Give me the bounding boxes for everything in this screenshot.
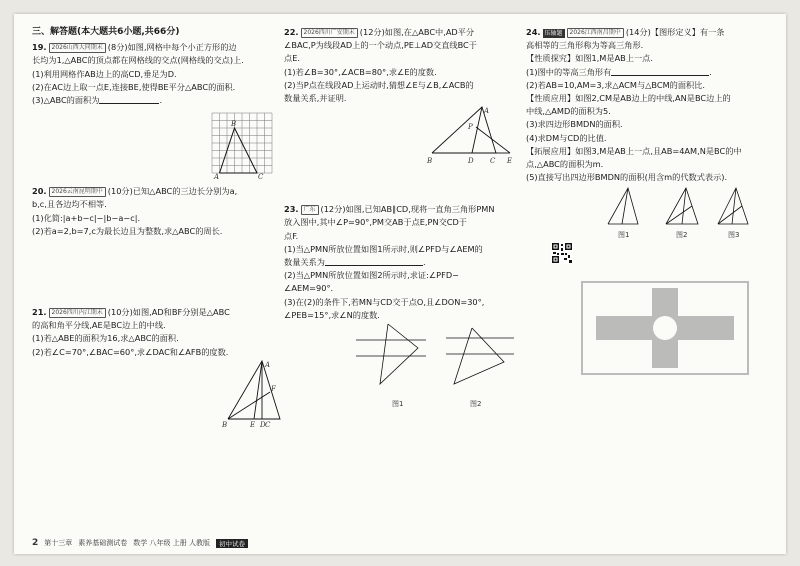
question-part: (2)当P点在线段AD上运动时,猜想∠E与∠B,∠ACB的 (284, 79, 474, 90)
question-part: (2)在AC边上取一点E,连接BE,使得BE平分△ABC的面积. (32, 81, 236, 92)
question-23: 23. 广东 (12分)如图,已知AB∥CD,现将一直角三角形PMN 放入图中,其中∠P=90°,PM交AB于点E,PN交CD于 点F. (1)当△PMN所放位置如图1所示时,则∠PFD与∠AEM的 数量关系为 . (2)当△PMN所放位置如图2所示时,求证:∠PFD− ∠AEM=90°. (3)在(2)的条件下,若MN与CD交于点O,且∠DON=30°, ∠PEB=15°,求∠N的度数. 图1 图2 (284, 203, 516, 412)
answer-space (32, 240, 268, 306)
question-part: 数量关系为 (284, 257, 325, 268)
question-part: ∠PEB=15°,求∠N的度数. (284, 309, 380, 320)
chapter-label: 第十三章 (44, 539, 73, 547)
point-label: D (260, 420, 266, 429)
answer-blank[interactable] (611, 67, 709, 76)
question-21 (32, 306, 276, 429)
question-text: (14分)【图形定义】有一条 (625, 27, 725, 37)
question-part: (5)直接写出四边形BMDN的面积(用含m的代数式表示). (526, 172, 728, 183)
question-20 (32, 185, 268, 238)
triangle-figure (32, 359, 276, 429)
question-text: 点,△ABC的面积为m. (526, 159, 604, 170)
question-text: 【拓展应用】如图3,M是AB上一点,且AB=4AM,N是BC的中 (526, 145, 742, 156)
point-label: B (222, 420, 228, 429)
question-part: (2)若a=2,b=7,c为最长边且为整数,求△ABC的周长. (32, 225, 223, 236)
answer-blank[interactable] (99, 95, 159, 104)
question-part: (2)若AB=10,AM=3,求△ACM与△BCM的面积比. (526, 79, 706, 90)
page-footer (32, 538, 248, 548)
answer-space (284, 169, 516, 203)
point-label: A (214, 173, 220, 182)
point-label: E (507, 157, 513, 166)
question-part: (1)若△ABE的面积为16,求△ABC的面积. (32, 333, 179, 344)
question-19: 19. 2026山西大同期末 (8分)如图,网格中每个小正方形的边 长均为1,△ABC的顶点都在网格线的交点(网格线的交点)上. (1)利用网格作AB边上的高CD,垂足为D. (2)在AC边上取一点E,连接BE,使得BE平分△ABC的面积. (3)△ABC的面积为 . A B C (32, 41, 268, 183)
page-number: 2 (32, 538, 39, 548)
question-part: (1)若∠B=30°,∠ACB=80°,求∠E的度数. (284, 66, 437, 77)
figure-caption: 图2 (470, 400, 482, 409)
question-text: 的高和角平分线,AE是BC边上的中线. (32, 320, 166, 331)
question-24: 24. 压轴题 2026江西南昌期中 (14分)【图形定义】有一条 高相等的三角形称为等高三角形. 【性质探究】如图1,M是AB上一点. (1)图中的等高三角形有 . (2)若AB=10,AM=3,求△ACM与△BCM的面积比. 【性质应用】如图2,CM是AB边上的中线,AN是BC边上的 中线,△AMD的面积为5. (3)求四边形BMDN的面积. (4)求DM与CD的比值. 【拓展应用】如图3,M是AB上一点,且AB=4AM,N是BC的中 点,△ABC的面积为m. (5)直接写出四边形BMDN的面积(用含m的代数式表示). 图1 图2 图3 (526, 26, 772, 240)
figure-caption: 图2 (676, 231, 688, 240)
question-text: 点F. (284, 230, 299, 241)
question-part: (2)当△PMN所放位置如图2所示时,求证:∠PFD− (284, 270, 459, 281)
question-text: (12分)如图,在△ABC中,AD平分 (359, 27, 475, 37)
point-label: C (258, 173, 264, 182)
question-text: 放入图中,其中∠P=90°,PM交AB于点E,PN交CD于 (284, 217, 467, 228)
question-text: (10分)已知△ABC的三边长分别为a, (107, 186, 238, 197)
question-part: (1)图中的等高三角形有 (526, 66, 612, 77)
column-right (526, 26, 772, 242)
question-text: 【性质应用】如图2,CM是AB边上的中线,AN是BC边上的 (526, 93, 731, 104)
triangles-figure (526, 184, 772, 240)
question-part: (4)求DM与CD的比值. (526, 132, 607, 143)
question-part: (1)化简:|a+b−c|−|b−a−c|. (32, 212, 141, 223)
parallel-lines-figure (284, 322, 516, 412)
question-part: (3)在(2)的条件下,若MN与CD交于点O,且∠DON=30°, (284, 296, 485, 307)
question-part: 数量关系,并证明. (284, 93, 347, 104)
question-text: 高相等的三角形称为等高三角形. (526, 40, 644, 51)
question-text: (8分)如图,网格中每个小正方形的边 (107, 42, 237, 53)
grid-figure (32, 107, 268, 183)
test-title: 素养基础测试卷 (78, 539, 128, 547)
question-part: ∠AEM=90°. (284, 283, 334, 294)
publisher-tag: 初中试卷 (216, 539, 248, 548)
point-label: C (265, 420, 271, 429)
question-part: (1)利用网格作AB边上的高CD,垂足为D. (32, 68, 177, 79)
source-tag: 2026四川广安期末 (301, 28, 358, 38)
question-number: 21. (32, 307, 47, 318)
figure-caption: 图1 (618, 231, 630, 240)
triangle-figure (284, 105, 516, 167)
difficulty-badge: 压轴题 (544, 30, 563, 37)
qr-code-icon[interactable] (551, 242, 573, 264)
question-part: (3)△ABC的面积为 (32, 95, 100, 106)
question-number: 20. (32, 186, 47, 197)
point-label: C (490, 157, 496, 166)
source-tag: 2026四川内江期末 (49, 308, 106, 318)
question-text: 点E. (284, 53, 300, 64)
question-number: 23. (284, 204, 299, 215)
point-label: A (484, 107, 490, 116)
section-title: 三、解答题(本大题共6小题,共66分) (32, 27, 180, 37)
source-tag: 2026山西大同期末 (49, 43, 106, 53)
question-part: (3)求四边形BMDN的面积. (526, 119, 623, 130)
figure-caption: 图1 (392, 400, 404, 409)
point-label: D (468, 157, 474, 166)
grade-label: 数学 八年级 上册 人教版 (133, 539, 210, 547)
point-label: A (265, 360, 271, 369)
source-tag: 2026云南昆明期中 (49, 187, 106, 197)
question-text: 【性质探究】如图1,M是AB上一点. (526, 53, 653, 64)
question-text: (12分)如图,已知AB∥CD,现将一直角三角形PMN (320, 204, 495, 215)
exam-page (14, 14, 786, 554)
point-label: E (250, 420, 256, 429)
question-number: 19. (32, 42, 47, 53)
point-label: P (468, 123, 473, 132)
question-number: 24. (526, 27, 541, 37)
question-part: (1)当△PMN所放位置如图1所示时,则∠PFD与∠AEM的 (284, 243, 483, 254)
question-text: (10分)如图,AD和BF分别是△ABC (107, 307, 230, 318)
watermark-logo (582, 282, 748, 374)
source-tag: 广东 (301, 205, 319, 215)
column-left (32, 26, 276, 431)
question-number: 22. (284, 27, 299, 37)
column-middle (284, 26, 516, 414)
question-text: b,c,且各边均不相等. (32, 199, 107, 210)
answer-blank[interactable] (325, 257, 423, 266)
question-text: 中线,△AMD的面积为5. (526, 106, 611, 117)
point-label: F (271, 384, 276, 393)
source-tag: 2026江西南昌期中 (567, 28, 624, 38)
figure-caption: 图3 (728, 231, 740, 240)
question-text: 长均为1,△ABC的顶点都在网格线的交点(网格线的交点)上. (32, 55, 244, 66)
question-text: ∠BAC,P为线段AD上的一个动点,PE⊥AD交直线BC于 (284, 40, 477, 51)
question-part: (2)若∠C=70°,∠BAC=60°,求∠DAC和∠AFB的度数. (32, 346, 229, 357)
question-22 (284, 26, 516, 167)
point-label: B (427, 157, 433, 166)
point-label: B (231, 120, 237, 129)
